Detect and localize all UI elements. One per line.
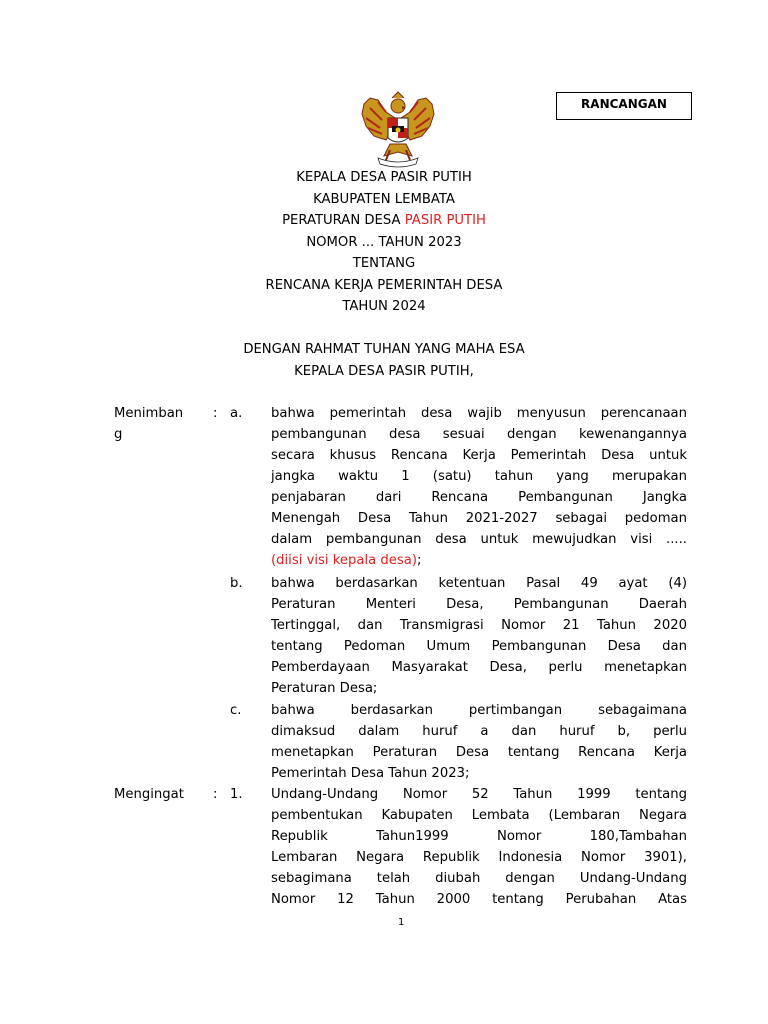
text-line: (diisi visi kepala desa); [271,553,422,568]
text-line: sebagimana telah diubah dengan Undang-Undang [271,871,687,886]
placeholder-text: (diisi visi kepala desa) [271,553,418,568]
title-line: TENTANG [352,256,416,271]
text-line: Pemberdayaan Masyarakat Desa, perlu menetapkan [271,660,687,675]
text-line: pembentukan Kabupaten Lembata (Lembaran Negara [271,808,687,823]
text-line: bahwa berdasarkan ketentuan Pasal 49 ayat (4) [271,576,687,591]
text-line: secara khusus Rencana Kerja Pemerintah Desa untuk [271,448,687,463]
text-line: Pemerintah Desa Tahun 2023; [271,766,470,781]
text-line: Lembaran Negara Republik Indonesia Nomor 3901), [271,850,687,865]
text-line: Undang-Undang Nomor 52 Tahun 1999 tentang [271,787,687,802]
text-line: jangka waktu 1 (satu) tahun yang merupakan [271,469,687,484]
title-line: PERATURAN DESA PASIR PUTIH [282,213,486,228]
regulation-title [0,167,768,318]
opening-line: DENGAN RAHMAT TUHAN YANG MAHA ESA [243,342,525,357]
text-line: Menengah Desa Tahun 2021-2027 sebagai pedoman [271,511,687,526]
text-line: Peraturan Desa; [271,681,378,696]
menimbang-label: Menimban [114,406,184,421]
text-line: pembangunan desa sesuai dengan kewenangannya [271,427,687,442]
text-line: Tertinggal, dan Transmigrasi Nomor 21 Tahun 2020 [271,618,687,633]
page-number: 1 [398,917,405,928]
text-line: penjabaran dari Rencana Pembangunan Jangka [271,490,687,505]
colon: : [213,406,218,421]
colon: : [213,787,218,802]
text-line: bahwa berdasarkan pertimbangan sebagaimana [271,703,687,718]
legal-basis-1 [271,784,687,910]
consideration-c [271,700,687,784]
title-line: KEPALA DESA PASIR PUTIH [296,170,472,185]
text-line: dalam pembangunan desa untuk mewujudkan visi ..... [271,532,687,547]
opening-formula [0,339,768,382]
item-number: a. [230,406,243,421]
mengingat-label: Mengingat [114,787,184,802]
placeholder-text: PASIR PUTIH [404,213,486,228]
item-number: b. [230,576,243,591]
opening-line: KEPALA DESA PASIR PUTIH, [294,363,474,379]
item-number: c. [230,703,242,718]
draft-stamp: RANCANGAN [556,92,692,120]
title-line: NOMOR ... TAHUN 2023 [306,234,462,250]
text-line: bahwa pemerintah desa wajib menyusun perencanaan [271,406,687,421]
text-line: Nomor 12 Tahun 2000 tentang Perubahan Atas [271,892,687,907]
consideration-a [271,403,687,571]
text-line: menetapkan Peraturan Desa tentang Rencana Kerja [271,745,687,760]
consideration-b [271,573,687,699]
text-line: dimaksud dalam huruf a dan huruf b, perlu [271,724,687,739]
text-line: Republik Tahun1999 Nomor 180,Tambahan [271,829,687,844]
text-line: tentang Pedoman Umum Pembangunan Desa dan [271,639,687,654]
title-line: TAHUN 2024 [342,299,426,314]
title-line: KABUPATEN LEMBATA [313,191,455,207]
title-line: RENCANA KERJA PEMERINTAH DESA [265,277,503,293]
menimbang-label: g [114,427,123,442]
text-line: Peraturan Menteri Desa, Pembangunan Daerah [271,597,687,612]
item-number: 1. [230,787,243,802]
garuda-pancasila-icon [356,90,440,170]
